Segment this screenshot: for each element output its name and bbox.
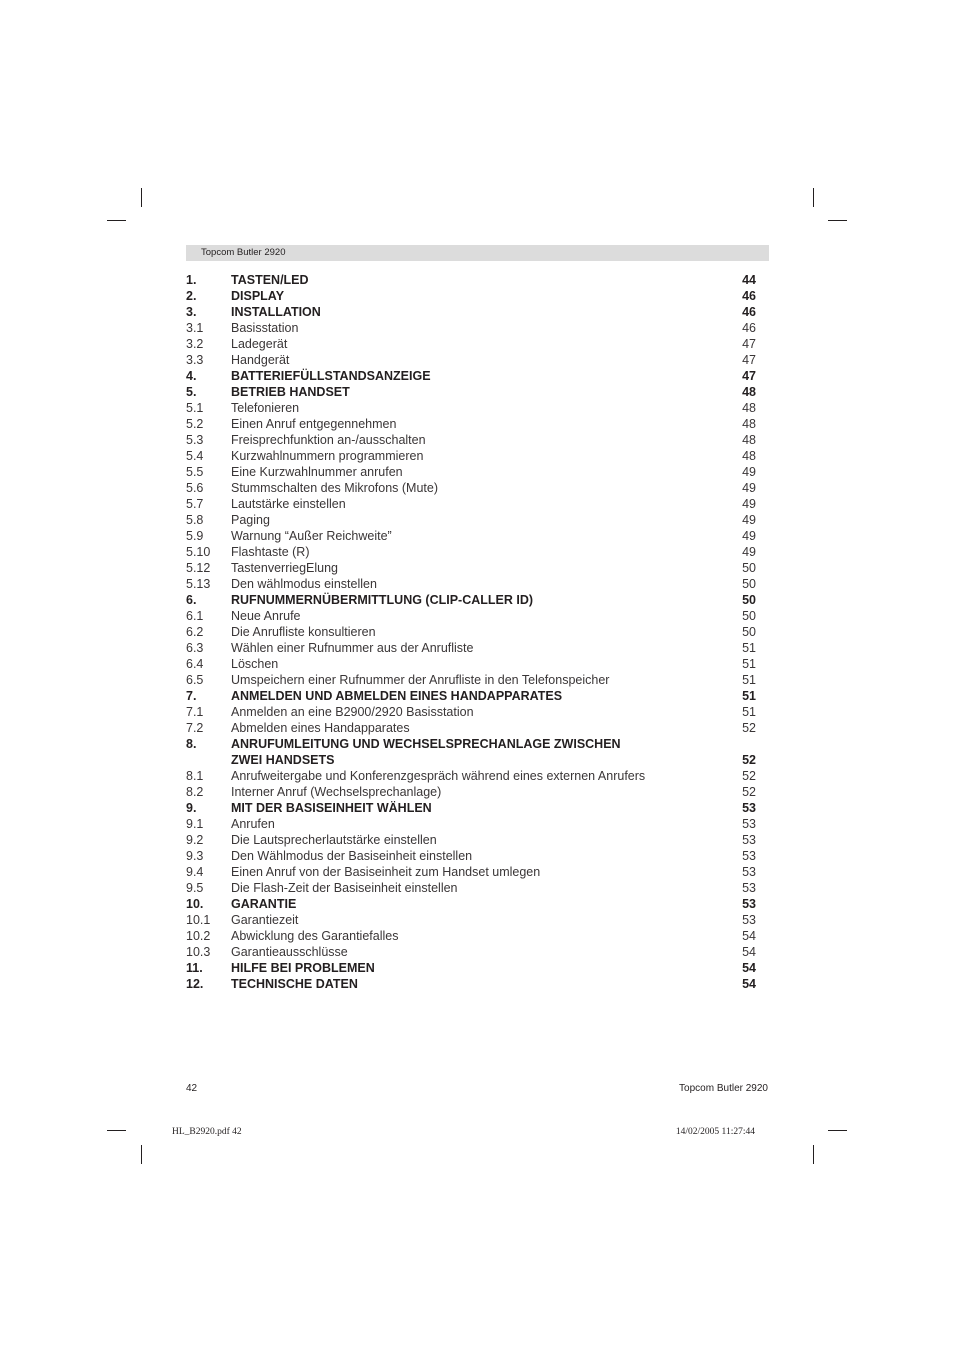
toc-entry-title: Den Wählmodus der Basiseinheit einstellen: [231, 849, 473, 863]
toc-entry[interactable]: [186, 896, 756, 912]
header-product-name: Topcom Butler 2920: [201, 247, 286, 258]
toc-entry-number: 9.5: [186, 881, 204, 895]
toc-entry-page: 48: [742, 433, 756, 447]
toc-entry-title: Warnung “Außer Reichweite”: [231, 529, 392, 543]
toc-entry-page: 51: [742, 689, 756, 703]
toc-entry[interactable]: [186, 448, 756, 464]
toc-entry-title: Stummschalten des Mikrofons (Mute): [231, 481, 439, 495]
toc-entry-number: 6.: [186, 593, 197, 607]
toc-entry-title: Abwicklung des Garantiefalles: [231, 929, 399, 943]
toc-entry-title: Telefonieren: [231, 401, 300, 415]
toc-entry-number: 5.3: [186, 433, 204, 447]
toc-entry-title: BETRIEB HANDSET: [231, 385, 350, 399]
toc-entry-number: 11.: [186, 961, 203, 975]
toc-entry-page: 52: [742, 769, 756, 783]
toc-entry-title: Garantiezeit: [231, 913, 299, 927]
toc-entry-number: 9.4: [186, 865, 204, 879]
toc-entry[interactable]: [186, 720, 756, 736]
toc-entry-number: 7.1: [186, 705, 204, 719]
toc-entry-page: 53: [742, 913, 756, 927]
toc-entry-title: Handgerät: [231, 353, 290, 367]
toc-entry[interactable]: [186, 688, 756, 704]
toc-entry[interactable]: [186, 464, 756, 480]
toc-entry[interactable]: [186, 672, 756, 688]
toc-entry-number: 5.10: [186, 545, 211, 559]
toc-entry-number: 8.1: [186, 769, 204, 783]
toc-entry-page: 53: [742, 865, 756, 879]
toc-entry-title: Kurzwahlnummern programmieren: [231, 449, 424, 463]
toc-entry[interactable]: [186, 880, 756, 896]
print-slug-file: HL_B2920.pdf 42: [172, 1127, 242, 1137]
toc-entry[interactable]: [186, 432, 756, 448]
toc-entry-number: 10.3: [186, 945, 211, 959]
toc-entry[interactable]: [186, 928, 756, 944]
toc-entry-number: 5.12: [186, 561, 211, 575]
toc-entry-page: 50: [742, 577, 756, 591]
toc-entry[interactable]: [186, 960, 756, 976]
toc-entry-page: 48: [742, 401, 756, 415]
toc-entry[interactable]: [186, 512, 756, 528]
toc-entry-page: 53: [742, 833, 756, 847]
toc-entry-number: 10.1: [186, 913, 211, 927]
toc-entry-title: Umspeichern einer Rufnummer der Anrufliste in den Telefonspeicher: [231, 673, 610, 687]
toc-entry[interactable]: [186, 944, 756, 960]
toc-entry-title: TECHNISCHE DATEN: [231, 977, 358, 991]
toc-entry-page: 50: [742, 609, 756, 623]
toc-entry-title: Einen Anruf entgegennehmen: [231, 417, 397, 431]
toc-entry-page: 50: [742, 593, 756, 607]
toc-entry[interactable]: [186, 272, 756, 288]
toc-entry[interactable]: [186, 480, 756, 496]
toc-entry[interactable]: [186, 336, 756, 352]
toc-entry-page: 49: [742, 513, 756, 527]
toc-entry-page: 51: [742, 657, 756, 671]
toc-entry-title: Anmelden an eine B2900/2920 Basisstation: [231, 705, 474, 719]
toc-entry-page: 54: [742, 961, 756, 975]
toc-entry-page: 53: [742, 817, 756, 831]
toc-entry-title: Einen Anruf von der Basiseinheit zum Handset umlegen: [231, 865, 541, 879]
toc-entry-number: 10.2: [186, 929, 211, 943]
toc-entry[interactable]: [186, 864, 756, 880]
crop-mark-top-right-horizontal: [828, 220, 847, 221]
toc-entry-title: HILFE BEI PROBLEMEN: [231, 961, 375, 975]
toc-entry-page: 49: [742, 481, 756, 495]
toc-entry-title: BATTERIEFÜLLSTANDSANZEIGE: [231, 369, 431, 383]
toc-entry-title: ANRUFUMLEITUNG UND WECHSELSPRECHANLAGE ZWISCHEN: [231, 737, 621, 751]
toc-entry-page: 49: [742, 497, 756, 511]
toc-entry-title: Neue Anrufe: [231, 609, 301, 623]
toc-entry-page: 46: [742, 305, 756, 319]
toc-entry-number: 5.8: [186, 513, 204, 527]
toc-entry[interactable]: [186, 528, 756, 544]
toc-entry-number: 5.5: [186, 465, 204, 479]
toc-entry-page: 52: [742, 753, 756, 767]
crop-mark-bottom-left-horizontal: [107, 1130, 126, 1131]
toc-entry-title: Garantieausschlüsse: [231, 945, 348, 959]
toc-entry[interactable]: [186, 416, 756, 432]
toc-entry-number: 4.: [186, 369, 197, 383]
toc-entry-title: MIT DER BASISEINHEIT WÄHLEN: [231, 801, 432, 815]
toc-entry-title: Basisstation: [231, 321, 299, 335]
crop-mark-top-right-vertical: [813, 188, 814, 207]
toc-entry-number: 5.6: [186, 481, 204, 495]
toc-entry-title: TastenverriegElung: [231, 561, 339, 575]
toc-entry-page: 52: [742, 721, 756, 735]
toc-entry-number: 6.5: [186, 673, 204, 687]
toc-entry[interactable]: [186, 560, 756, 576]
toc-entry-page: 48: [742, 417, 756, 431]
toc-entry-title: Die Lautsprecherlautstärke einstellen: [231, 833, 437, 847]
toc-entry-number: 7.: [186, 689, 197, 703]
toc-entry-page: 47: [742, 369, 756, 383]
toc-entry[interactable]: [186, 400, 756, 416]
toc-entry-title: ANMELDEN UND ABMELDEN EINES HANDAPPARATES: [231, 689, 563, 703]
toc-entry[interactable]: [186, 752, 756, 768]
toc-entry-number: 8.2: [186, 785, 204, 799]
toc-entry-title: ZWEI HANDSETS: [231, 753, 335, 767]
footer-product-name: Topcom Butler 2920: [679, 1083, 768, 1094]
crop-mark-bottom-right-horizontal: [828, 1130, 847, 1131]
toc-entry-number: 5.2: [186, 417, 204, 431]
toc-entry-page: 51: [742, 705, 756, 719]
toc-entry-page: 53: [742, 849, 756, 863]
toc-entry-page: 48: [742, 385, 756, 399]
toc-entry-page: 51: [742, 641, 756, 655]
toc-entry-title: Die Anrufliste konsultieren: [231, 625, 376, 639]
toc-entry-number: 5.: [186, 385, 197, 399]
toc-entry-page: 50: [742, 625, 756, 639]
toc-entry[interactable]: [186, 816, 756, 832]
toc-entry-title: Lautstärke einstellen: [231, 497, 346, 511]
toc-entry-page: 54: [742, 929, 756, 943]
toc-entry[interactable]: [186, 352, 756, 368]
toc-entry-title: RUFNUMMERNÜBERMITTLUNG (CLIP-CALLER ID): [231, 593, 534, 607]
toc-entry[interactable]: [186, 848, 756, 864]
toc-entry-number: 6.1: [186, 609, 204, 623]
toc-entry[interactable]: [186, 608, 756, 624]
toc-entry[interactable]: [186, 656, 756, 672]
toc-entry-page: 47: [742, 337, 756, 351]
crop-mark-top-left-horizontal: [107, 220, 126, 221]
toc-entry-page: 53: [742, 881, 756, 895]
toc-entry-number: 6.3: [186, 641, 204, 655]
toc-entry-page: 49: [742, 465, 756, 479]
toc-entry[interactable]: [186, 592, 756, 608]
toc-entry-title: Anrufen: [231, 817, 275, 831]
toc-entry-number: 12.: [186, 977, 204, 991]
toc-entry-page: 48: [742, 449, 756, 463]
toc-entry[interactable]: [186, 800, 756, 816]
toc-entry[interactable]: [186, 368, 756, 384]
toc-entry-title: Wählen einer Rufnummer aus der Anrufliste: [231, 641, 474, 655]
toc-entry-number: 3.2: [186, 337, 204, 351]
toc-entry-page: 53: [742, 897, 756, 911]
toc-entry-page: 51: [742, 673, 756, 687]
toc-entry-number: 9.1: [186, 817, 204, 831]
toc-entry[interactable]: [186, 384, 756, 400]
toc-entry-number: 3.: [186, 305, 197, 319]
toc-entry-number: 5.4: [186, 449, 204, 463]
toc-entry-number: 1.: [186, 273, 197, 287]
toc-entry-number: 5.13: [186, 577, 211, 591]
footer-page-number: 42: [186, 1083, 198, 1094]
table-of-contents: [186, 272, 756, 992]
toc-entry[interactable]: [186, 320, 756, 336]
toc-entry-title: Die Flash-Zeit der Basiseinheit einstellen: [231, 881, 458, 895]
toc-entry-page: 54: [742, 945, 756, 959]
crop-mark-bottom-left-vertical: [141, 1145, 142, 1164]
toc-entry-number: 6.2: [186, 625, 204, 639]
toc-entry-number: 6.4: [186, 657, 204, 671]
toc-entry[interactable]: [186, 624, 756, 640]
toc-entry-title: Den wählmodus einstellen: [231, 577, 377, 591]
toc-entry-number: 2.: [186, 289, 197, 303]
toc-entry-title: Abmelden eines Handapparates: [231, 721, 410, 735]
toc-entry-title: INSTALLATION: [231, 305, 321, 319]
toc-entry-title: Eine Kurzwahlnummer anrufen: [231, 465, 403, 479]
toc-entry-number: 9.2: [186, 833, 204, 847]
toc-entry-number: 9.3: [186, 849, 204, 863]
toc-entry-title: TASTEN/LED: [231, 273, 309, 287]
toc-entry-page: 53: [742, 801, 756, 815]
toc-entry-number: 8.: [186, 737, 197, 751]
toc-entry[interactable]: [186, 736, 756, 752]
toc-entry-page: 54: [742, 977, 756, 991]
toc-entry-title: Flashtaste (R): [231, 545, 310, 559]
toc-entry-page: 49: [742, 529, 756, 543]
toc-entry-page: 46: [742, 321, 756, 335]
toc-entry-title: GARANTIE: [231, 897, 297, 911]
toc-entry-page: 47: [742, 353, 756, 367]
toc-entry-number: 7.2: [186, 721, 204, 735]
toc-entry[interactable]: [186, 544, 756, 560]
crop-mark-bottom-right-vertical: [813, 1145, 814, 1164]
toc-entry-title: Interner Anruf (Wechselsprechanlage): [231, 785, 442, 799]
toc-entry-number: 3.1: [186, 321, 204, 335]
toc-entry-page: 46: [742, 289, 756, 303]
toc-entry[interactable]: [186, 784, 756, 800]
toc-entry-page: 44: [742, 273, 756, 287]
toc-entry-number: 10.: [186, 897, 204, 911]
toc-entry[interactable]: [186, 576, 756, 592]
toc-entry[interactable]: [186, 832, 756, 848]
print-slug-timestamp: 14/02/2005 11:27:44: [675, 1127, 755, 1137]
toc-entry-title: DISPLAY: [231, 289, 285, 303]
crop-mark-top-left-vertical: [141, 188, 142, 207]
toc-entry[interactable]: [186, 976, 756, 992]
toc-entry[interactable]: [186, 304, 756, 320]
toc-entry-page: 52: [742, 785, 756, 799]
page-header-bar: [186, 245, 769, 261]
toc-entry[interactable]: [186, 912, 756, 928]
toc-entry[interactable]: [186, 704, 756, 720]
toc-entry-number: 9.: [186, 801, 197, 815]
toc-entry-page: 49: [742, 545, 756, 559]
toc-entry-title: Ladegerät: [231, 337, 288, 351]
toc-entry-number: 5.9: [186, 529, 204, 543]
toc-entry-title: Anrufweitergabe und Konferenzgespräch während eines externen Anrufers: [231, 769, 646, 783]
toc-entry-title: Löschen: [231, 657, 279, 671]
toc-entry-number: 5.1: [186, 401, 204, 415]
toc-entry-title: Freisprechfunktion an-/ausschalten: [231, 433, 426, 447]
toc-entry-number: 3.3: [186, 353, 204, 367]
toc-entry[interactable]: [186, 768, 756, 784]
toc-entry[interactable]: [186, 640, 756, 656]
toc-entry-number: 5.7: [186, 497, 204, 511]
toc-entry[interactable]: [186, 288, 756, 304]
toc-entry-title: Paging: [231, 513, 270, 527]
toc-entry-page: 50: [742, 561, 756, 575]
toc-entry[interactable]: [186, 496, 756, 512]
